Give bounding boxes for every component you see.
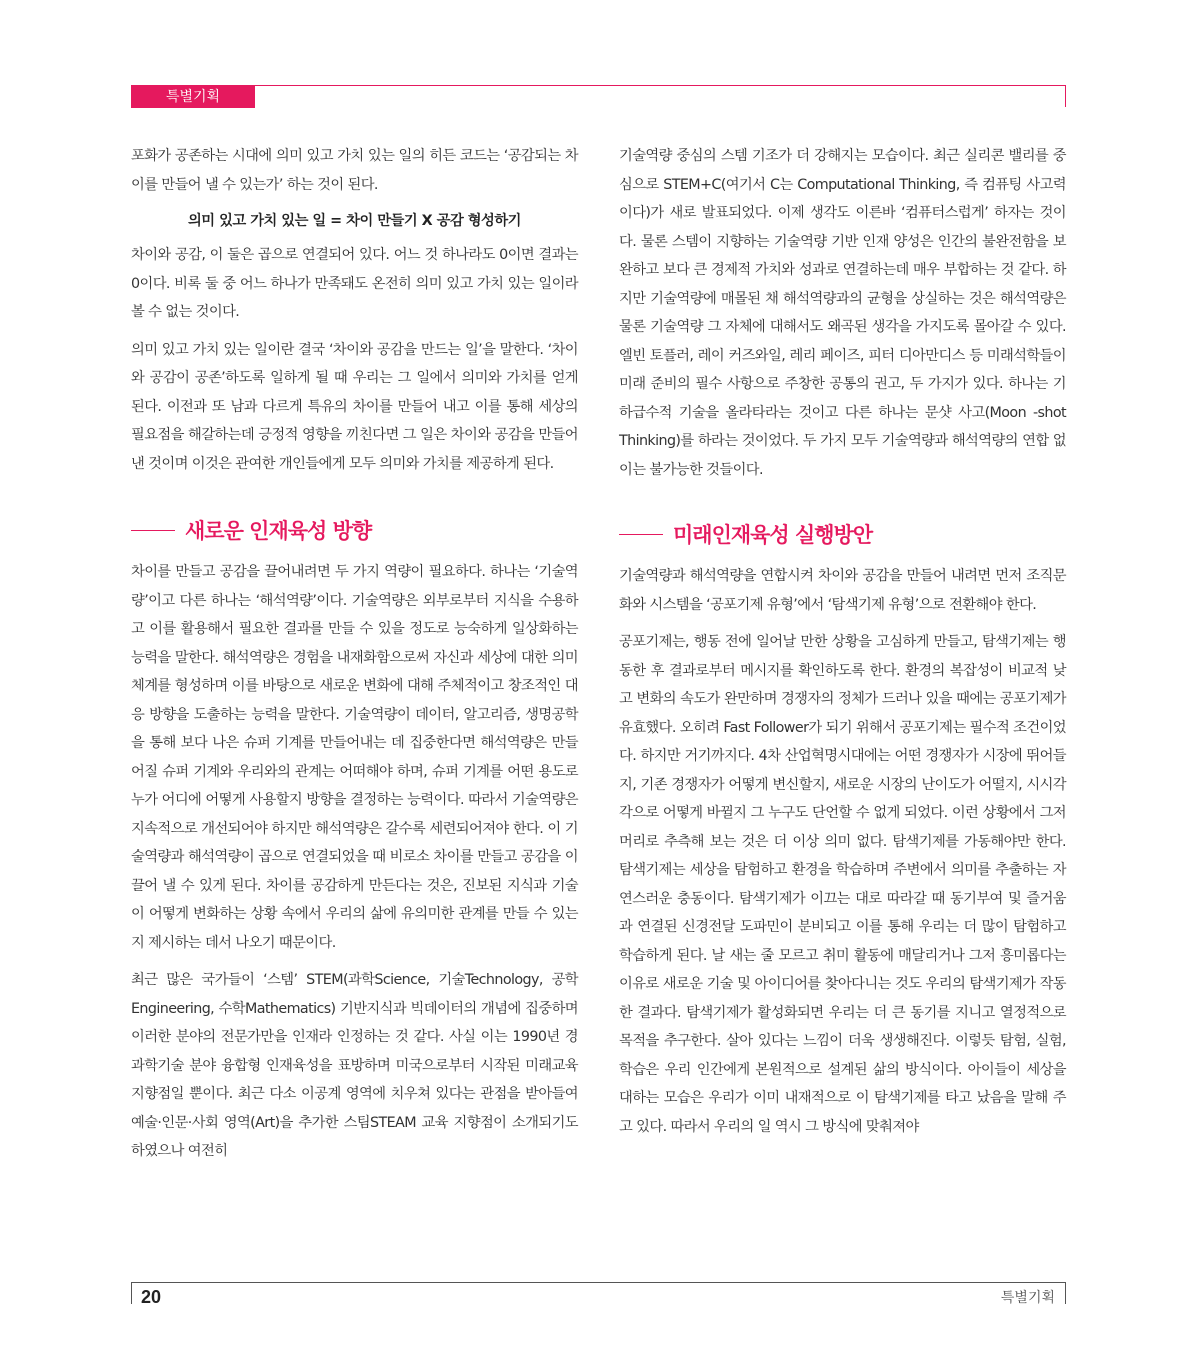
emphasis-formula: 의미 있고 가치 있는 일 = 차이 만들기 X 공감 형성하기 [188, 213, 521, 229]
section-heading-new-talent [131, 510, 578, 550]
footer-right-tick [1065, 1282, 1066, 1304]
right-column [619, 142, 1066, 1141]
footer-left-tick [131, 1282, 132, 1304]
heading-text: 미래인재육성 실행방안 [673, 523, 873, 547]
header-rule [131, 85, 1066, 86]
page-number: 20 [141, 1287, 162, 1307]
right-paragraph-1: 기술역량 중심의 스템 기조가 더 강해지는 모습이다. 최근 실리콘 밸리를 중심으로 STEM+C(여기서 C는 Computational Thinking, 즉 컴퓨팅 사고력이다)가 새로 발표되었다. 이제 생각도 이른바 ‘컴퓨터스럽게’ 하자는 것이다. 물론 스템이 지향하는 기술역량 기반 인재 양성은 인간의 불완전함을 보완하고 보다 큰 경제적 가치와 성과로 연결하는데 매우 부합하는 것 같다. 하지만 기술역량에 매몰된 채 해석역량과의 균형을 상실하는 것은 해석역량은 물론 기술역량 그 자체에 대해서도 왜곡된 생각을 가지도록 몰아갈 수 있다. 엘빈 토플러, 레이 커즈와일, 레리 페이즈, 피터 디아만디스 등 미래석학들이 미래 준비의 필수 사항으로 주창한 공통의 권고, 두 가지가 있다. 하나는 기하급수적 기술을 올라타라는 것이고 다른 하나는 문샷 사고(Moon -shot Thinking)를 하라는 것이었다. 두 가지 모두 기술역량과 해석역량의 연합 없이는 불가능한 것들이다. [619, 148, 1066, 478]
right-paragraph-3: 공포기제는, 행동 전에 일어날 만한 상황을 고심하게 만들고, 탐색기제는 행동한 후 결과로부터 메시지를 확인하도록 한다. 환경의 복잡성이 비교적 낮고 변화의 속도가 완만하며 경쟁자의 정체가 드러나 있을 때에는 공포기제가 유효했다. 오히려 Fast Follower가 되기 위해서 공포기제는 필수적 조건이었다. 하지만 거기까지다. 4차 산업혁명시대에는 어떤 경쟁자가 시장에 뛰어들지, 기존 경쟁자가 어떻게 변신할지, 새로운 시장의 난이도가 어떨지, 시시각각으로 어떻게 바뀔지 그 누구도 단언할 수 없게 되었다. 이런 상황에서 그저 머리로 추측해 보는 것은 더 이상 의미 없다. 탐색기제를 가동해야만 한다. 탐색기제는 세상을 탐험하고 환경을 학습하며 주변에서 의미를 추출하는 자연스러운 충동이다. 탐색기제가 이끄는 대로 따라갈 때 동기부여 및 즐거움과 연결된 신경전달 도파민이 분비되고 이를 통해 우리는 더 많이 탐험하고 학습하게 된다. 날 새는 줄 모르고 취미 활동에 매달리거나 그저 흥미롭다는 이유로 새로운 기술 및 아이디어를 찾아다니는 것도 우리의 탐색기제가 작동한 결과다. 탐색기제가 활성화되면 우리는 더 큰 동기를 지니고 열정적으로 목적을 추구한다. 살아 있다는 느낌이 더욱 생생해진다. 이렇듯 탐험, 실험, 학습은 우리 인간에게 본원적으로 설계된 삶의 방식이다. 아이들이 세상을 대하는 모습은 우리가 이미 내재적으로 이 탐색기제를 타고 났음을 말해 주고 있다. 따라서 우리의 일 역시 그 방식에 맞춰져야 [619, 634, 1066, 1135]
footer-section-label: 특별기획 [1000, 1290, 1055, 1306]
section-tag: 특별기획 [131, 86, 255, 108]
footer-rule [131, 1282, 1066, 1283]
left-paragraph-5: 최근 많은 국가들이 ‘스템’ STEM(과학Science, 기술Technology, 공학Engineering, 수학Mathematics) 기반지식과 빅데이터의 개념에 집중하며 이러한 분야의 전문가만을 인재라 인정하는 것 같다. 사실 이는 1990년 경 과학기술 분야 융합형 인재육성을 표방하며 미국으로부터 시작된 미래교육 지향점일 뿐이다. 최근 다소 이공계 영역에 치우쳐 있다는 관점을 받아들여 예술·인문·사회 영역(Art)을 추가한 스팀STEAM 교육 지향점이 소개되기도 하였으나 여전히 [131, 972, 578, 1159]
left-paragraph-3: 의미 있고 가치 있는 일이란 결국 ‘차이와 공감을 만드는 일’을 말한다. ‘차이와 공감이 공존’하도록 일하게 될 때 우리는 그 일에서 의미와 가치를 얻게 된다. 이전과 또 남과 다르게 특유의 차이를 만들어 내고 이를 통해 세상의 필요점을 해갈하는데 긍정적 영향을 끼친다면 그 일은 차이와 공감을 만들어 낸 것이며 이것은 관여한 개인들에게 모두 의미와 가치를 제공하게 된다. [131, 341, 578, 472]
right-paragraph-2: 기술역량과 해석역량을 연합시켜 차이와 공감을 만들어 내려면 먼저 조직문화와 시스템을 ‘공포기제 유형’에서 ‘탐색기제 유형’으로 전환해야 한다. [619, 568, 1066, 613]
left-paragraph-1: 포화가 공존하는 시대에 의미 있고 가치 있는 일의 히든 코드는 ‘공감되는 차이를 만들어 낼 수 있는가’ 하는 것이 된다. [131, 148, 578, 193]
heading-dash [619, 534, 663, 535]
heading-dash [131, 530, 175, 531]
header-rule-end-tick [1065, 85, 1066, 107]
heading-text: 새로운 인재육성 방향 [185, 519, 372, 543]
section-heading-future-talent [619, 514, 1066, 554]
left-paragraph-2: 차이와 공감, 이 둘은 곱으로 연결되어 있다. 어느 것 하나라도 0이면 결과는 0이다. 비록 둘 중 어느 하나가 만족돼도 온전히 의미 있고 가치 있는 일이라 볼 수 없는 것이다. [131, 247, 578, 320]
left-paragraph-4: 차이를 만들고 공감을 끌어내려면 두 가지 역량이 필요하다. 하나는 ‘기술역량’이고 다른 하나는 ‘해석역량’이다. 기술역량은 외부로부터 지식을 수용하고 이를 활용해서 필요한 결과를 만들 수 있을 정도로 능숙하게 일상화하는 능력을 말한다. 해석역량은 경험을 내재화함으로써 자신과 세상에 대한 의미 체계를 형성하며 이를 바탕으로 새로운 변화에 대해 주체적이고 창조적인 대응 방향을 도출하는 능력을 말한다. 기술역량이 데이터, 알고리즘, 생명공학을 통해 보다 나은 슈퍼 기계를 만들어내는 데 집중한다면 해석역량은 만들어질 슈퍼 기계와 우리와의 관계는 어떠해야 하며, 슈퍼 기계를 어떤 용도로 누가 어디에 어떻게 사용할지 방향을 결정하는 능력이다. 따라서 기술역량은 지속적으로 개선되어야 하지만 해석역량은 갈수록 세련되어져야 한다. 이 기술역량과 해석역량이 곱으로 연결되었을 때 비로소 차이를 만들고 공감을 이끌어 낼 수 있게 된다. 차이를 공감하게 만든다는 것은, 진보된 지식과 기술이 어떻게 변화하는 상황 속에서 우리의 삶에 유의미한 관계를 만들 수 있는지 제시하는 데서 나오기 때문이다. [131, 564, 578, 951]
left-column [131, 142, 578, 1166]
